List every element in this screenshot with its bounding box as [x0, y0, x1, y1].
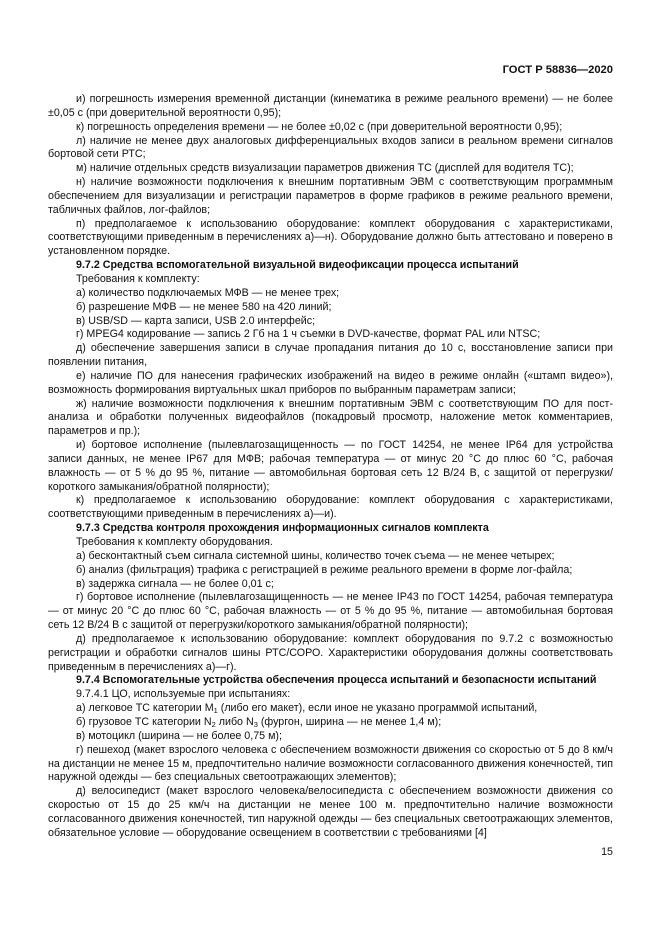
section-heading-9-7-2: 9.7.2 Средства вспомогательной визуальной видеофиксации процесса испытаний [76, 259, 519, 272]
paragraph-item-k-time-accuracy: к) погрешность определения времени — не более ±0,02 с (при доверительной вероятности 0,95); [76, 120, 563, 133]
paragraph-item-l-analog-inputs: л) наличие не менее двух аналоговых дифференциальных входов записи в реальном времени сигналов бортовой сети РТС; [48, 134, 613, 161]
list-item-a-camera-count: а) количество подключаемых МФВ — не менее трех; [76, 286, 340, 299]
list-item-v-motorcycle: в) мотоцикл (ширина — не более 0,75 м); [76, 729, 282, 742]
list-item-a-passenger-car: а) легковое ТС категории $M_1$ (либо его макет), если иное не указано программой испытаний, [76, 702, 538, 716]
paragraph-item-p-equipment: п) предполагаемое к использованию оборудование: комплект оборудования с характеристиками, соответствующими приведенным в перечислениях а)—н). Оборудование должно быть аттестовано и поверено в установленном порядке. [48, 217, 613, 258]
list-item-i-onboard-design: и) бортовое исполнение (пылевлагозащищенность — по ГОСТ 14254, не менее IP64 для устройства записи данных, не менее IP67 для МФВ; рабочая температура — от минус 20 °С до плюс 60 °С, рабочая влажность — от 5 % до 95 %, питание — автомобильная бортовая сеть 12 В/24 В, с защитой от перегрузки/короткого замыкания/обратной полярности); [48, 439, 613, 493]
paragraph-item-n-pc-connection: н) наличие возможности подключения к внешним портативным ЭВМ с соответствующим программным обеспечением для визуализации и регистрации параметров в форме графиков в режиме реального времени, табличных файлов, лог-файлов; [48, 176, 613, 216]
list-item-b-traffic-analysis: б) анализ (фильтрация) трафика с регистрацией в режиме реального времени в форме лог-файла; [76, 563, 573, 576]
list-item-a-contactless-pickup: а) бесконтактный съем сигнала системной шины, количество точек съема — не менее четырех; [76, 549, 555, 562]
document-body [48, 93, 613, 841]
list-item-b-resolution: б) разрешение МФВ — не менее 580 на 420 линий; [76, 300, 332, 313]
list-item-v-signal-delay: в) задержка сигнала — не более 0,01 с; [76, 577, 274, 590]
list-item-g-onboard-design: г) бортовое исполнение (пылевлагозащищенность — не менее IP43 по ГОСТ 14254, рабочая температура — от минус 20 °С до плюс 60 °С, рабочая влажность — от 5 % до 95 %, питание — автомобильная бортовая сеть 12 В/24 В с защитой от перегрузки/короткого замыкания/обратной полярности); [48, 591, 613, 632]
list-item-d-cyclist: д) велосипедист (макет взрослого человека/велосипедиста с обеспечением возможности движения со скоростью от 15 до 25 км/ч на дистанции не менее 100 м. предпочтительно наличие возможности согласованного движения конечностей, тип наружной одежды — без специальных светоотражающих элементов, обязательное условие — оборудование освещением в соответствии с требованиями [4] [48, 785, 613, 839]
list-item-d-equipment: д) предполагаемое к использованию оборудование: комплект оборудования по 9.7.2 с возможностью регистрации и обработки сигналов шины РТС/СОРО. Характеристики оборудования должны соответствовать приведенным в перечислениях а)—г). [48, 632, 613, 673]
section-heading-9-7-4: 9.7.4 Вспомогательные устройства обеспечения процесса испытаний и безопасности испытаний [76, 674, 597, 687]
list-item-e-overlay-software: е) наличие ПО для нанесения графических изображений на видео в режиме онлайн («штамп видео»), возможность формирования виртуальных шкал приборов по выбранным параметрам записи; [48, 369, 613, 396]
list-item-b-truck: б) грузовое ТС категории $N_2$ либо $N_3$ (фургон, ширина — не менее 1,4 м); [76, 715, 442, 729]
list-item-g-pedestrian: г) пешеход (макет взрослого человека с обеспечением возможности движения со скоростью от 5 до 8 км/ч на дистанции не менее 15 м, предпочтительно наличие возможности согласованного движения конечностей, тип наружной одежды — без специальных светоотражающих элементов); [48, 743, 613, 784]
section-heading-9-7-3: 9.7.3 Средства контроля прохождения информационных сигналов комплекта [76, 522, 489, 535]
list-item-v-usb-sd: в) USB/SD — карта записи, USB 2.0 интерфейс; [76, 314, 316, 327]
list-item-k-equipment: к) предполагаемое к использованию оборудование: комплект оборудования с характеристиками, соответствующими приведенным в перечислениях а)—и). [48, 494, 613, 521]
paragraph-9-7-4-1: 9.7.4.1 ЦО, используемые при испытаниях: [76, 688, 291, 701]
list-item-d-power-loss: д) обеспечение завершения записи в случае пропадания питания до 10 с, восстановление записи при появлении питания, [48, 342, 613, 369]
page-number: 15 [601, 846, 613, 858]
list-item-zh-post-analysis: ж) наличие возможности подключения к внешним портативным ЭВМ с соответствующим ПО для пост-анализа и обработки полученных видеофайлов (покадровый просмотр, наложение меток комментариев, параметров и пр.); [48, 397, 613, 438]
paragraph-item-m-visualization: м) наличие отдельных средств визуализации параметров движения ТС (дисплей для водителя ТС); [76, 162, 574, 175]
document-header: ГОСТ Р 58836—2020 [502, 64, 613, 76]
list-item-g-mpeg4: г) MPEG4 кодирование — запись 2 Гб на 1 ч съемки в DVD-качестве, формат PAL или NTSC; [76, 328, 541, 341]
paragraph-requirements-intro: Требования к комплекту: [76, 272, 200, 285]
paragraph-item-i-distance-accuracy: и) погрешность измерения временной дистанции (кинематика в режиме реального времени) — не более ±0,05 с (при доверительной вероятности 0,95); [48, 93, 613, 119]
paragraph-equipment-requirements: Требования к комплекту оборудования. [76, 536, 273, 548]
